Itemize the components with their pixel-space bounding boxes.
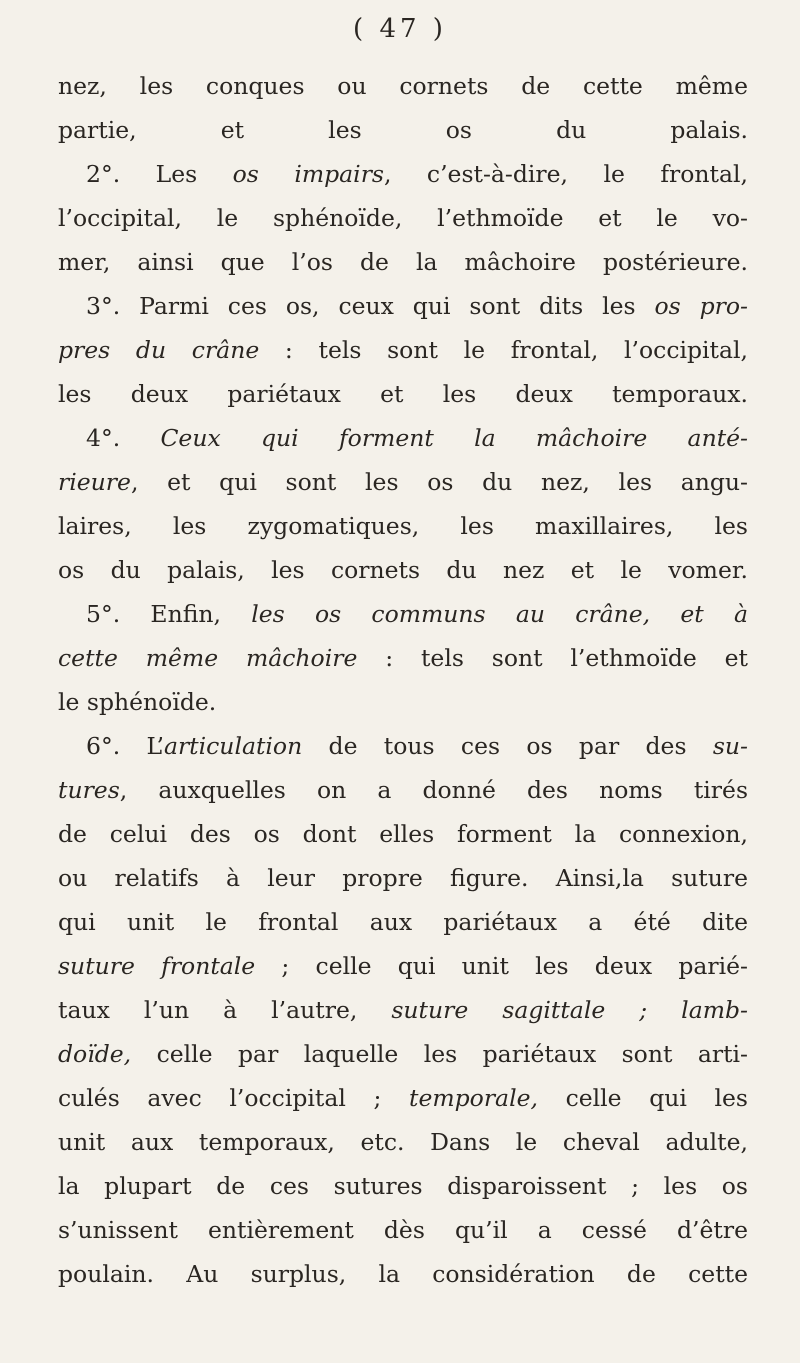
- text-run: de tous ces os par des: [302, 732, 713, 760]
- text-run: , c’est-à-dire, le frontal,: [383, 160, 748, 188]
- text-run: le sphénoïde.: [58, 688, 217, 716]
- text-line: [58, 900, 748, 944]
- text-line: [58, 812, 748, 856]
- text-run: cette même mâchoire: [58, 644, 358, 672]
- text-line: [58, 1208, 748, 1252]
- text-line: [58, 768, 748, 812]
- text-run: suture sagittale ; lamb-: [391, 996, 748, 1024]
- text-run: os du palais, les cornets du nez et le vomer.: [58, 556, 748, 584]
- text-run: celle par laquelle les pariétaux sont arti-: [131, 1040, 748, 1068]
- text-line: [58, 152, 748, 196]
- text-run: temporale,: [409, 1084, 538, 1112]
- text-line: [58, 856, 748, 900]
- text-line: [58, 460, 748, 504]
- text-run: su-: [712, 732, 748, 760]
- text-run: de celui des os dont elles forment la connexion,: [58, 820, 748, 848]
- text-run: 6°. L’: [86, 732, 164, 760]
- text-run: taux l’un à l’autre,: [58, 996, 392, 1024]
- text-run: unit aux temporaux, etc. Dans le cheval adulte,: [58, 1128, 748, 1156]
- text-line: [58, 416, 748, 460]
- text-run: poulain. Au surplus, la considération de cette: [58, 1260, 748, 1288]
- text-run: suture frontale: [58, 952, 256, 980]
- text-run: ou relatifs à leur propre figure. Ainsi,la suture: [58, 864, 748, 892]
- text-run: 3°. Parmi ces os, ceux qui sont dits les: [86, 292, 655, 320]
- text-line: [58, 1032, 748, 1076]
- text-run: 5°. Enfin,: [86, 600, 252, 628]
- page-number: ( 47 ): [353, 14, 447, 44]
- text-run: l’occipital, le sphénoïde, l’ethmoïde et le vo-: [58, 204, 748, 232]
- text-line: [58, 680, 748, 724]
- text-line: [58, 1076, 748, 1120]
- text-run: celle qui les: [537, 1084, 748, 1112]
- text-run: articulation: [163, 732, 303, 760]
- text-line: [58, 636, 748, 680]
- text-run: Ceux qui forment la mâchoire anté-: [160, 424, 748, 452]
- text-line: [58, 724, 748, 768]
- text-line: [58, 504, 748, 548]
- text-run: , et qui sont les os du nez, les angu-: [130, 468, 748, 496]
- text-run: : tels sont le frontal, l’occipital,: [259, 336, 748, 364]
- text-line: [58, 372, 748, 416]
- text-run: la plupart de ces sutures disparoissent ; les os: [58, 1172, 748, 1200]
- text-run: tures: [58, 776, 120, 804]
- text-run: mer, ainsi que l’os de la mâchoire postérieure.: [58, 248, 748, 276]
- text-line: [58, 988, 748, 1032]
- text-run: pres du crâne: [58, 336, 260, 364]
- text-run: os pro-: [654, 292, 748, 320]
- text-run: nez, les conques ou cornets de cette même: [58, 72, 748, 100]
- text-line: [58, 284, 748, 328]
- text-line: [58, 944, 748, 988]
- text-run: les deux pariétaux et les deux temporaux.: [58, 380, 748, 408]
- text-line: [58, 548, 748, 592]
- text-run: , auxquelles on a donné des noms tirés: [119, 776, 748, 804]
- text-run: culés avec l’occipital ;: [58, 1084, 409, 1112]
- text-run: : tels sont l’ethmoïde et: [357, 644, 748, 672]
- text-run: laires, les zygomatiques, les maxillaires, les: [58, 512, 748, 540]
- text-run: les os communs au crâne, et à: [251, 600, 748, 628]
- text-run: 2°. Les: [86, 160, 233, 188]
- text-run: partie, et les os du palais.: [58, 116, 748, 144]
- text-line: [58, 108, 748, 152]
- text-line: [58, 328, 748, 372]
- text-line: [58, 196, 748, 240]
- text-run: qui unit le frontal aux pariétaux a été dite: [58, 908, 748, 936]
- text-line: [58, 592, 748, 636]
- text-line: [58, 1164, 748, 1208]
- text-run: os impairs: [232, 160, 384, 188]
- text-line: [58, 1120, 748, 1164]
- text-run: doïde,: [58, 1040, 132, 1068]
- text-line: [58, 240, 748, 284]
- text-line: [58, 64, 748, 108]
- text-run: ; celle qui unit les deux parié-: [255, 952, 748, 980]
- text-run: rieure: [58, 468, 131, 496]
- text-run: 4°.: [86, 424, 161, 452]
- text-run: s’unissent entièrement dès qu’il a cessé d’être: [58, 1216, 748, 1244]
- text-line: [58, 1252, 748, 1296]
- body-text: [58, 64, 748, 1296]
